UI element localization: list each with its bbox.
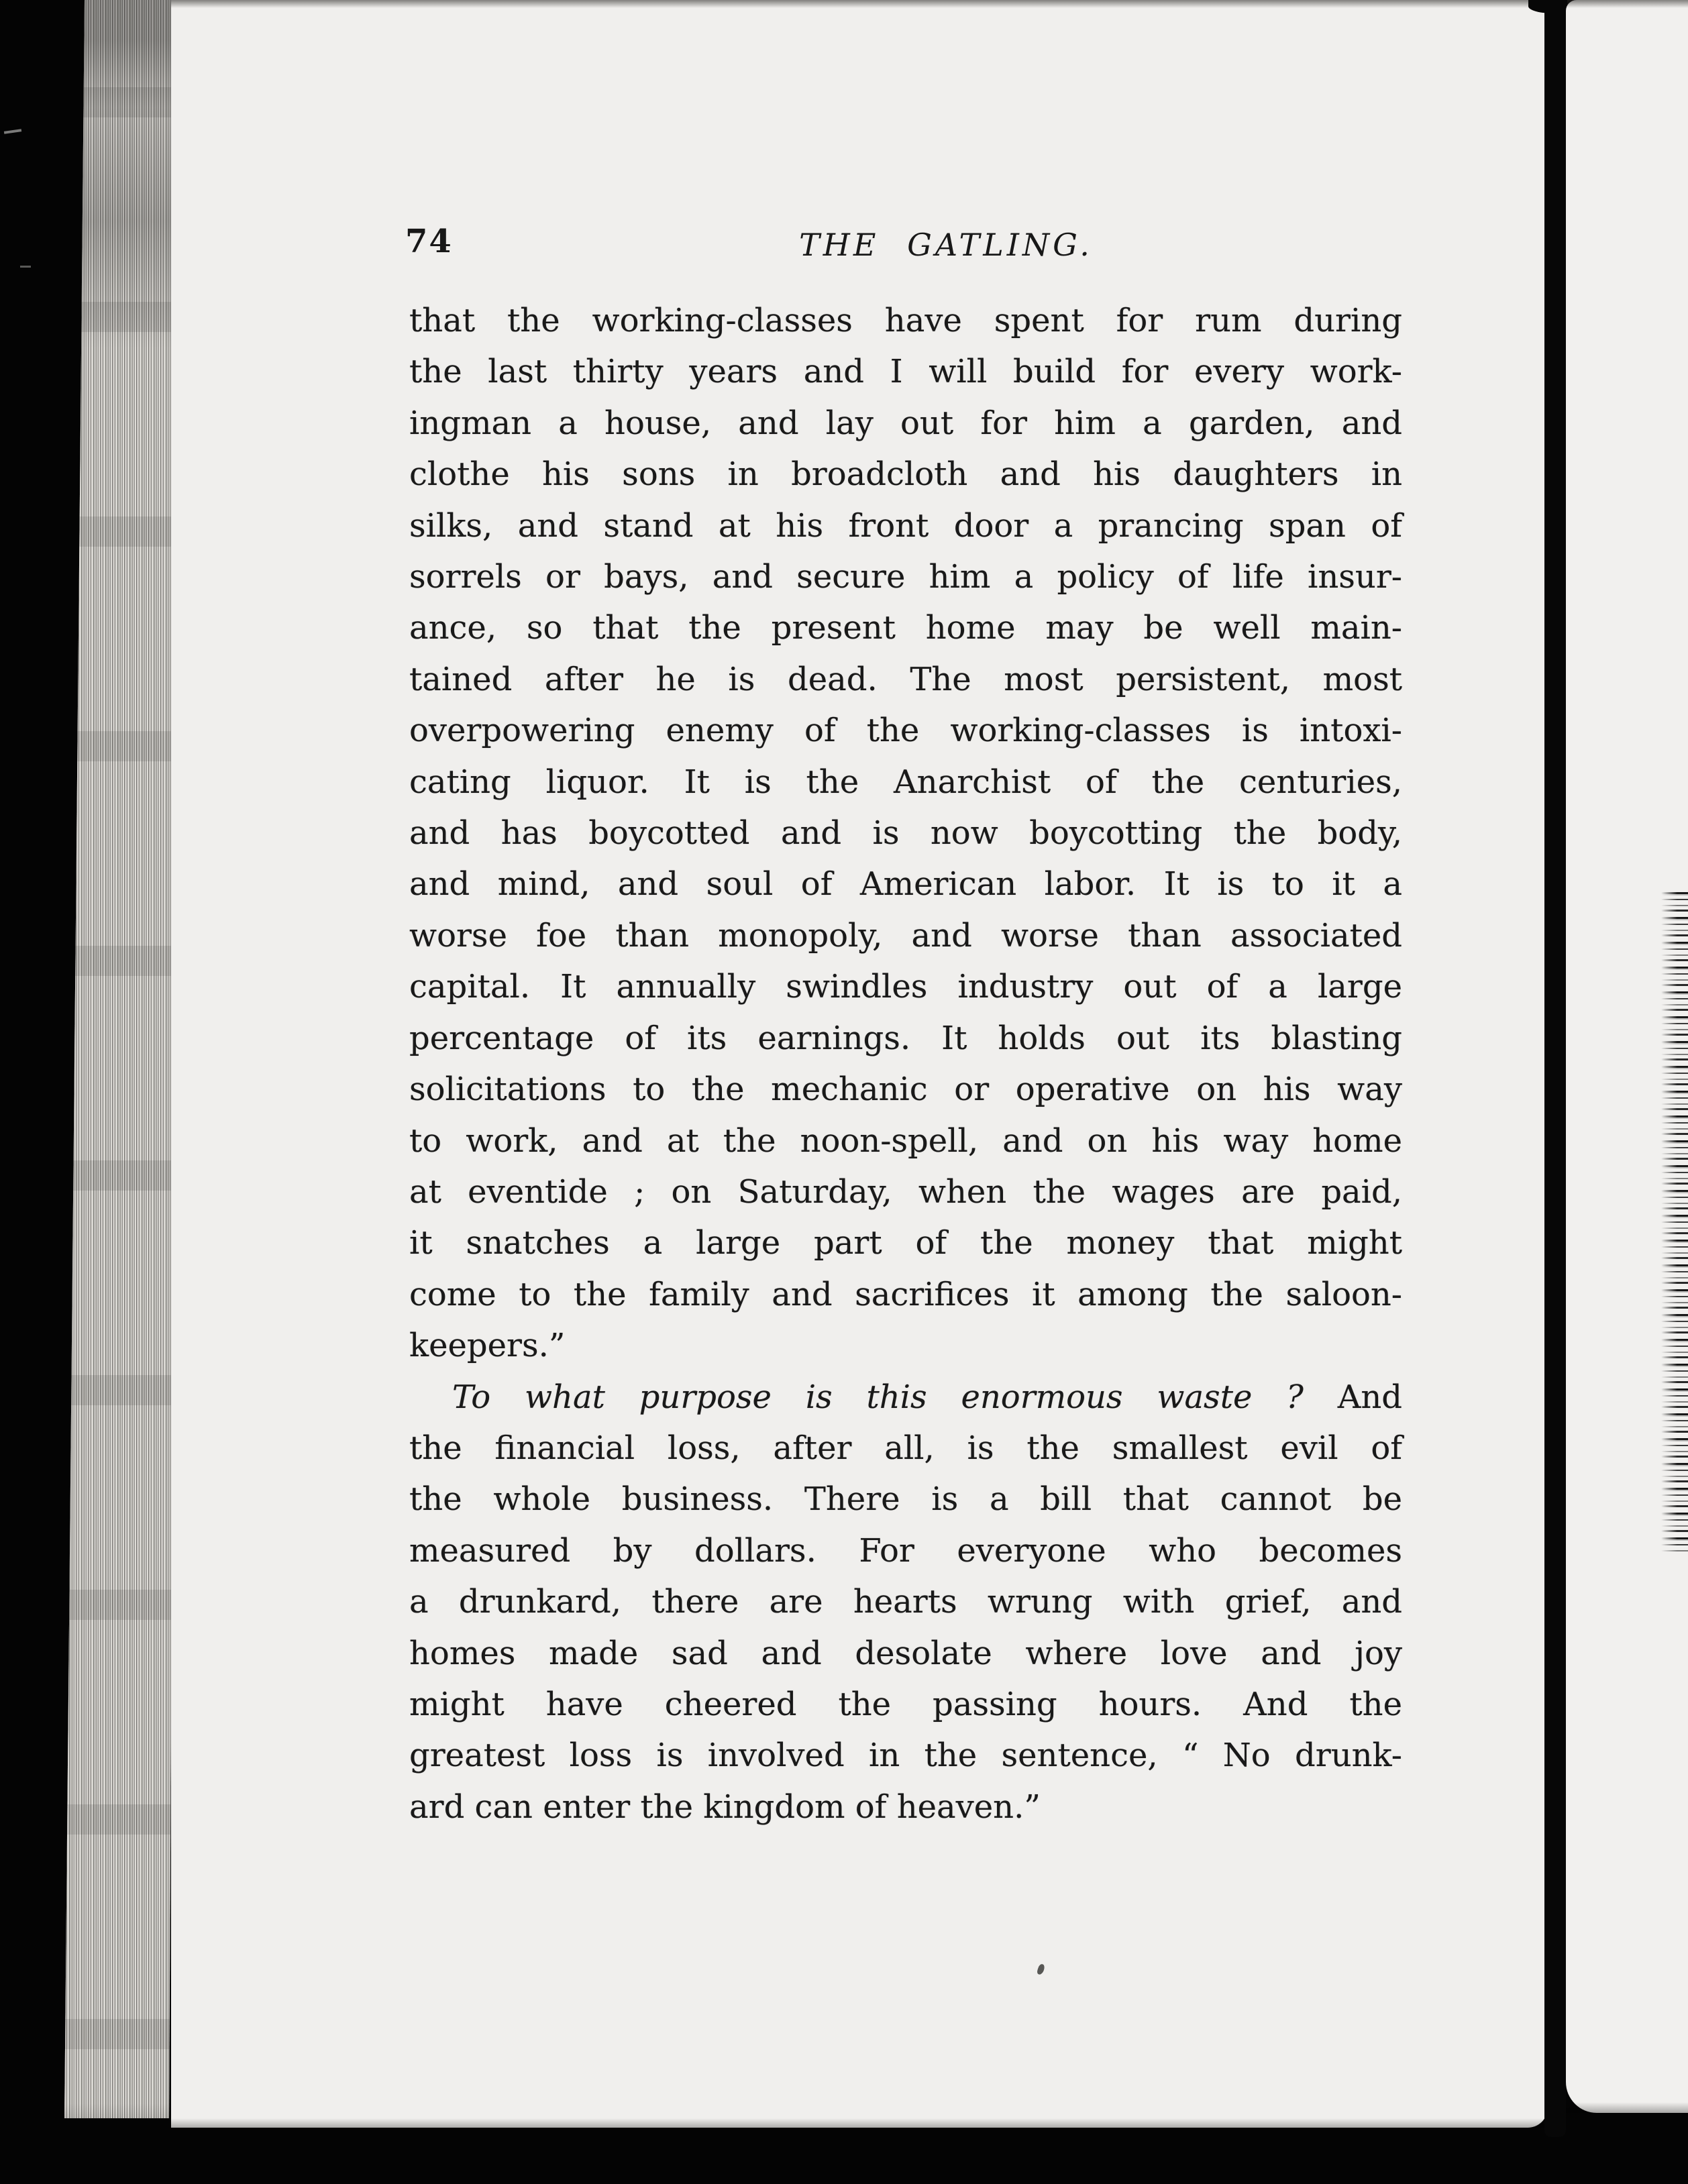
text-segment: a drunkard, there are hearts wrung with grief, and — [409, 1583, 1402, 1621]
text-line — [409, 1166, 1402, 1217]
text-segment: ance, so that the present home may be well main- — [409, 609, 1402, 647]
text-line — [409, 1269, 1402, 1320]
text-line — [409, 910, 1402, 961]
page-number: 74 — [405, 223, 453, 260]
text-line — [409, 1525, 1402, 1576]
facing-page-edge — [1566, 0, 1688, 2113]
text-segment: solicitations to the mechanic or operative on his way — [409, 1071, 1402, 1109]
book-page-edges-texture — [0, 0, 188, 2184]
text-segment: silks, and stand at his front door a prancing span of — [409, 506, 1402, 545]
text-segment: ard can enter the kingdom of heaven.” — [409, 1788, 1041, 1826]
text-line — [409, 1474, 1402, 1525]
text-segment: capital. It annually swindles industry out of a large — [409, 968, 1402, 1006]
text-segment: ingman a house, and lay out for him a garden, and — [409, 404, 1402, 442]
text-line — [409, 705, 1402, 756]
text-segment: come to the family and sacrifices it among the saloon- — [409, 1275, 1402, 1313]
page-gutter-shadow — [1544, 0, 1566, 2137]
text-segment: cating liquor. It is the Anarchist of the centuries, — [409, 763, 1402, 801]
film-scratch — [20, 266, 31, 268]
text-line — [409, 1576, 1402, 1627]
facing-page-text-bleed — [1661, 892, 1688, 1553]
text-line — [409, 398, 1402, 449]
text-segment: keepers.” — [409, 1327, 566, 1365]
scan-top-shadow — [1567, 0, 1688, 8]
text-segment: the financial loss, after all, is the smallest evil of — [409, 1429, 1402, 1467]
text-segment: the last thirty years and I will build for every work- — [409, 353, 1402, 391]
text-line — [409, 1372, 1402, 1423]
text-segment: might have cheered the passing hours. And the — [409, 1685, 1402, 1723]
scan-top-shadow — [171, 0, 1548, 8]
film-scratch — [4, 129, 21, 134]
text-segment: measured by dollars. For everyone who becomes — [409, 1531, 1402, 1570]
text-line — [409, 1679, 1402, 1730]
text-line — [409, 1064, 1402, 1115]
text-segment: tained after he is dead. The most persistent, most — [409, 660, 1402, 698]
text-segment: the whole business. There is a bill that cannot be — [409, 1480, 1402, 1519]
text-segment: sorrels or bays, and secure him a policy of life insur- — [409, 558, 1402, 596]
body-text — [409, 295, 1402, 1833]
text-line — [409, 602, 1402, 653]
text-line — [409, 1115, 1402, 1166]
ink-speck — [1037, 1963, 1046, 1975]
text-line — [409, 346, 1402, 397]
text-line — [409, 500, 1402, 551]
text-segment: greatest loss is involved in the sentence, “ No drunk- — [409, 1737, 1402, 1775]
text-line — [409, 654, 1402, 705]
text-segment: it snatches a large part of the money that might — [409, 1224, 1402, 1262]
text-segment: that the working-classes have spent for rum during — [409, 302, 1402, 339]
text-line — [409, 757, 1402, 808]
text-line — [409, 551, 1402, 602]
text-segment: And — [1303, 1378, 1402, 1416]
text-line — [409, 808, 1402, 859]
text-segment: clothe his sons in broadcloth and his daughters in — [409, 455, 1402, 494]
text-line — [409, 1320, 1402, 1371]
text-segment: and mind, and soul of American labor. It is to it a — [409, 865, 1402, 904]
text-line — [409, 295, 1402, 346]
running-title: THE GATLING. — [799, 227, 1093, 263]
text-segment: overpowering enemy of the working-classes is intoxi- — [409, 712, 1402, 750]
text-line — [409, 1782, 1402, 1833]
text-line — [409, 449, 1402, 500]
text-segment: to work, and at the noon-spell, and on his way home — [409, 1122, 1402, 1160]
text-segment: and has boycotted and is now boycotting the body, — [409, 814, 1402, 853]
text-line — [409, 1013, 1402, 1064]
text-segment: worse foe than monopoly, and worse than associated — [409, 916, 1402, 954]
text-line — [409, 859, 1402, 910]
text-segment: homes made sad and desolate where love and joy — [409, 1634, 1402, 1672]
italic-text-segment: To what purpose is this enormous waste ? — [452, 1378, 1304, 1416]
text-segment: at eventide ; on Saturday, when the wages are paid, — [409, 1172, 1402, 1211]
text-line — [409, 1730, 1402, 1781]
text-line — [409, 1628, 1402, 1679]
page-header — [405, 221, 1402, 264]
text-segment: percentage of its earnings. It holds out its blasting — [409, 1019, 1402, 1057]
text-line — [409, 1217, 1402, 1268]
text-line — [409, 1423, 1402, 1474]
text-line — [409, 961, 1402, 1012]
